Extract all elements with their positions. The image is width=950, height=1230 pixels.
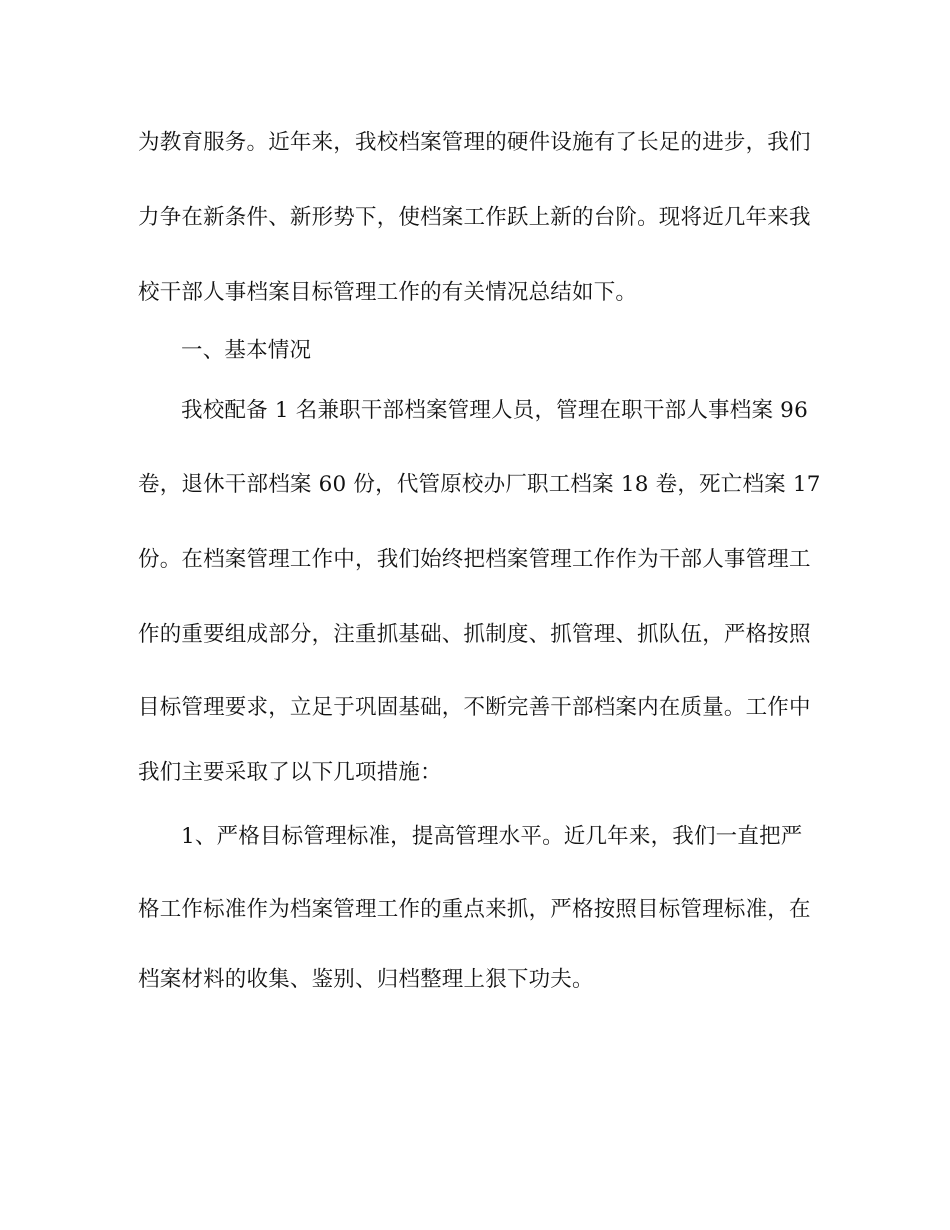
text-line: 我们主要采取了以下几项措施： [138, 760, 442, 785]
text-line: 力争在新条件、新形势下，使档案工作跃上新的台阶。现将近几年来我 [138, 205, 811, 230]
text-line: 目标管理要求，立足于巩固基础，不断完善干部档案内在质量。工作中 [138, 695, 811, 720]
text-line: 1、严格目标管理标准，提高管理水平。近几年来，我们一直把严 [181, 824, 803, 849]
text-line: 我校配备 1 名兼职干部档案管理人员，管理在职干部人事档案 96 [181, 398, 808, 423]
text-line: 卷，退休干部档案 60 份，代管原校办厂职工档案 18 卷，死亡档案 17 [138, 472, 821, 497]
text-line: 格工作标准作为档案管理工作的重点来抓，严格按照目标管理标准，在 [138, 897, 811, 922]
text-line: 校干部人事档案目标管理工作的有关情况总结如下。 [138, 280, 638, 305]
text-line: 份。在档案管理工作中，我们始终把档案管理工作作为干部人事管理工 [138, 547, 811, 572]
text-line: 为教育服务。近年来，我校档案管理的硬件设施有了长足的进步，我们 [138, 130, 811, 155]
text-line: 作的重要组成部分，注重抓基础、抓制度、抓管理、抓队伍，严格按照 [138, 622, 811, 647]
section-heading: 一、基本情况 [181, 338, 312, 363]
text-line: 档案材料的收集、鉴别、归档整理上狠下功夫。 [138, 967, 594, 992]
